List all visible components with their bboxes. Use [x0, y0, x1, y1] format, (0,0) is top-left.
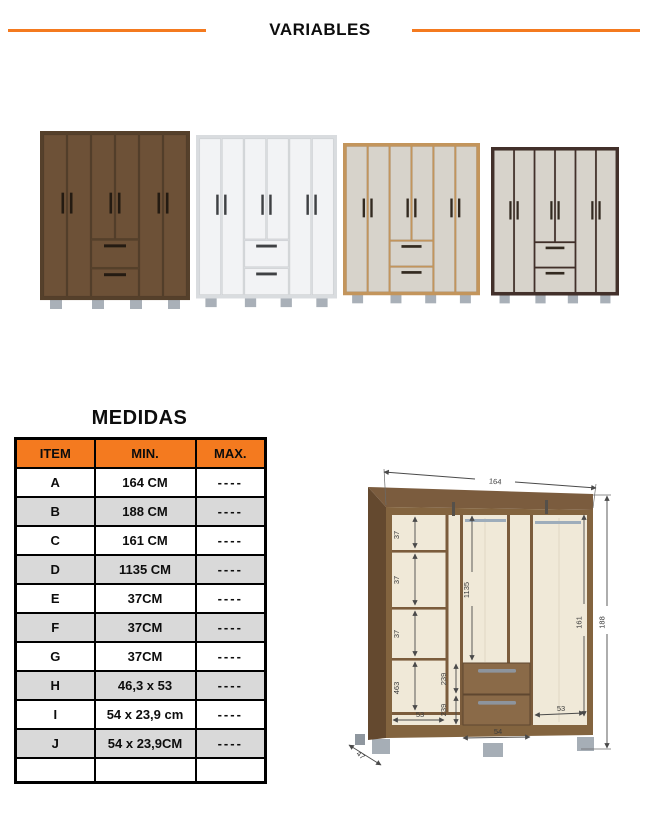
dim-height-total: 188 — [597, 616, 607, 629]
table-row — [16, 468, 266, 497]
min-cell: 164 CM — [95, 468, 196, 497]
max-cell: ---- — [196, 642, 266, 671]
min-cell: 54 x 23,9 cm — [95, 700, 196, 729]
dim-width-center: 54 — [493, 727, 503, 736]
col-max: MAX. — [196, 439, 266, 468]
wardrobe-3 — [343, 143, 480, 306]
col-min: MIN. — [95, 439, 196, 468]
table-row — [16, 700, 266, 729]
dim-width-total: 164 — [488, 476, 502, 487]
dim-shelf-gap-1: 37 — [392, 530, 401, 540]
header-rule-right — [412, 29, 640, 32]
item-cell: H — [16, 671, 95, 700]
dimension-diagram — [335, 448, 647, 800]
wardrobe-2 — [196, 135, 337, 310]
dim-hang-height: 1135 — [462, 581, 471, 599]
dim-drawer-2: 239 — [439, 703, 448, 717]
dim-shelf-gap-2: 37 — [392, 575, 401, 585]
dim-width-left: 53 — [415, 710, 425, 719]
dim-depth: 47 — [354, 749, 367, 762]
dim-shelf-gap-3: 37 — [392, 629, 401, 639]
table-row — [16, 671, 266, 700]
max-cell — [196, 758, 266, 783]
min-cell: 161 CM — [95, 526, 196, 555]
item-cell: A — [16, 468, 95, 497]
wardrobe-1 — [40, 131, 190, 312]
table-row — [16, 642, 266, 671]
min-cell: 46,3 x 53 — [95, 671, 196, 700]
item-cell: B — [16, 497, 95, 526]
dim-bottom-left: 463 — [392, 681, 401, 695]
medidas-table — [14, 437, 267, 784]
wardrobe-4 — [491, 147, 619, 306]
table-row — [16, 729, 266, 758]
table-row — [16, 758, 266, 783]
item-cell: I — [16, 700, 95, 729]
diagram-cabinet — [368, 487, 593, 740]
max-cell: ---- — [196, 497, 266, 526]
dim-height-inner: 161 — [574, 616, 584, 629]
table-row — [16, 555, 266, 584]
item-cell: D — [16, 555, 95, 584]
col-item: ITEM — [16, 439, 95, 468]
dim-drawer-1: 239 — [439, 672, 448, 686]
min-cell: 37CM — [95, 642, 196, 671]
diagram-drawers — [463, 663, 530, 725]
max-cell: ---- — [196, 613, 266, 642]
header-rule-left — [8, 29, 206, 32]
item-cell: E — [16, 584, 95, 613]
page-title: VARIABLES — [269, 20, 371, 39]
item-cell — [16, 758, 95, 783]
item-cell: G — [16, 642, 95, 671]
min-cell: 37CM — [95, 613, 196, 642]
table-row — [16, 526, 266, 555]
max-cell: ---- — [196, 468, 266, 497]
min-cell: 37CM — [95, 584, 196, 613]
max-cell: ---- — [196, 671, 266, 700]
min-cell: 1135 CM — [95, 555, 196, 584]
item-cell: F — [16, 613, 95, 642]
max-cell: ---- — [196, 526, 266, 555]
max-cell: ---- — [196, 555, 266, 584]
item-cell: J — [16, 729, 95, 758]
table-header-row — [16, 439, 266, 468]
max-cell: ---- — [196, 729, 266, 758]
medidas-title: MEDIDAS — [91, 407, 188, 429]
table-row — [16, 497, 266, 526]
table-row — [16, 613, 266, 642]
min-cell: 54 x 23,9CM — [95, 729, 196, 758]
table-row — [16, 584, 266, 613]
min-cell — [95, 758, 196, 783]
dim-width-right: 53 — [556, 704, 566, 713]
item-cell: C — [16, 526, 95, 555]
max-cell: ---- — [196, 700, 266, 729]
max-cell: ---- — [196, 584, 266, 613]
min-cell: 188 CM — [95, 497, 196, 526]
